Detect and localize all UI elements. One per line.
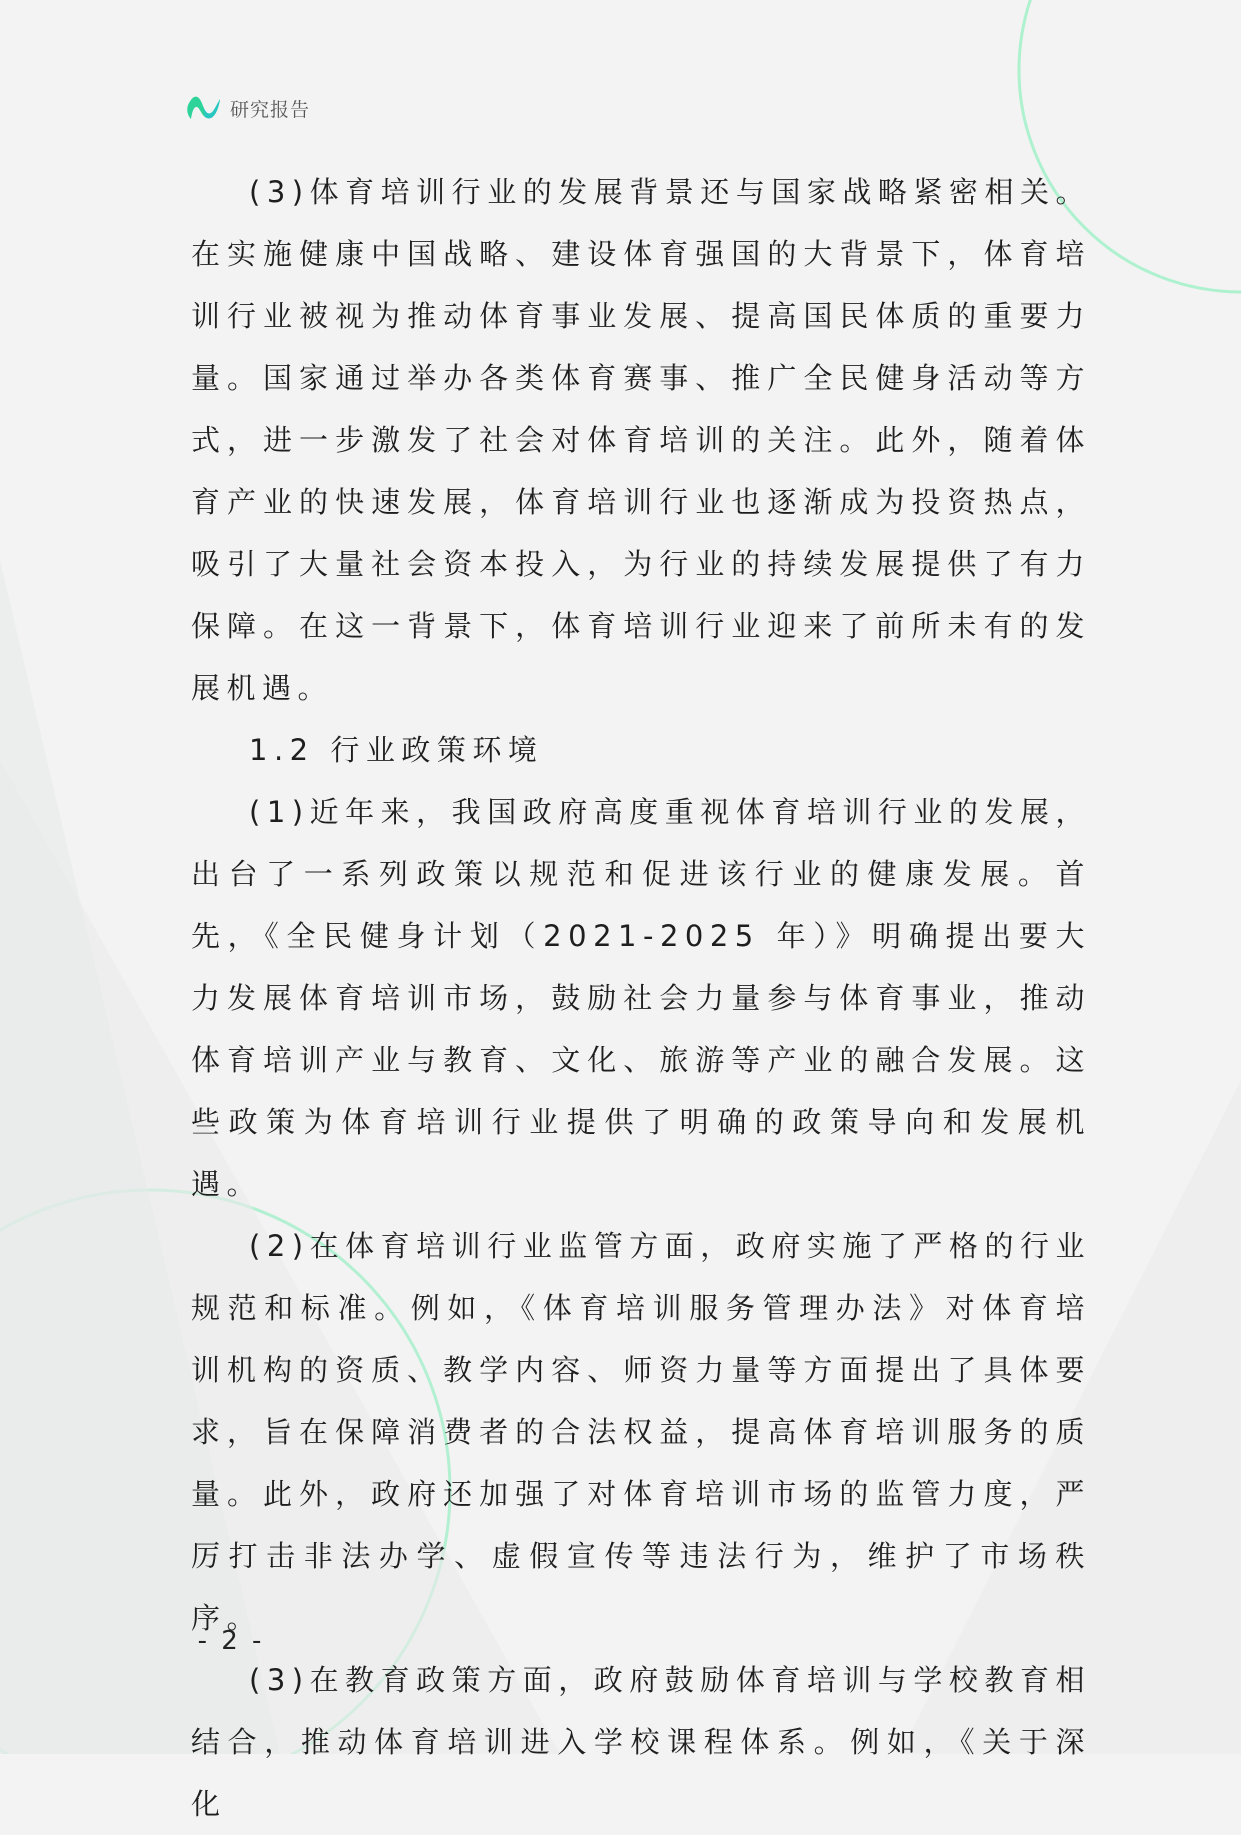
body-paragraph: (2)在体育培训行业监管方面，政府实施了严格的行业规范和标准。例如，《体育培训服务管理办法》对体育培训机构的资质、教学内容、师资力量等方面提出了具体要求，旨在保障消费者的合法权益，提高体育培训服务的质量。此外，政府还加强了对体育培训市场的监管力度，严厉打击非法办学、虚假宣传等违法行为，维护了市场秩序。 [191,1229,1091,1635]
green-gradient-logo-icon [186,93,222,123]
document-body [191,161,1091,1835]
page-number: - 2 - [197,1626,265,1656]
body-paragraph: (1)近年来，我国政府高度重视体育培训行业的发展，出台了一系列政策以规范和促进该行业的健康发展。首先，《全民健身计划（2021-2025 年）》明确提出要大力发展体育培训市场，鼓励社会力量参与体育事业，推动体育培训产业与教育、文化、旅游等产业的融合发展。这些政策为体育培训行业提供了明确的政策导向和发展机遇。 [191,795,1091,1201]
body-paragraph: (3)体育培训行业的发展背景还与国家战略紧密相关。在实施健康中国战略、建设体育强国的大背景下，体育培训行业被视为推动体育事业发展、提高国民体质的重要力量。国家通过举办各类体育赛事、推广全民健身活动等方式，进一步激发了社会对体育培训的关注。此外，随着体育产业的快速发展，体育培训行业也逐渐成为投资热点，吸引了大量社会资本投入，为行业的持续发展提供了有力保障。在这一背景下，体育培训行业迎来了前所未有的发展机遇。 [191,175,1091,705]
page-header [186,90,310,126]
body-paragraph: (3)在教育政策方面，政府鼓励体育培训与学校教育相结合，推动体育培训进入学校课程体系。例如，《关于深化 [191,1663,1091,1821]
header-title: 研究报告 [230,98,311,121]
section-heading: 1.2 行业政策环境 [249,733,544,767]
